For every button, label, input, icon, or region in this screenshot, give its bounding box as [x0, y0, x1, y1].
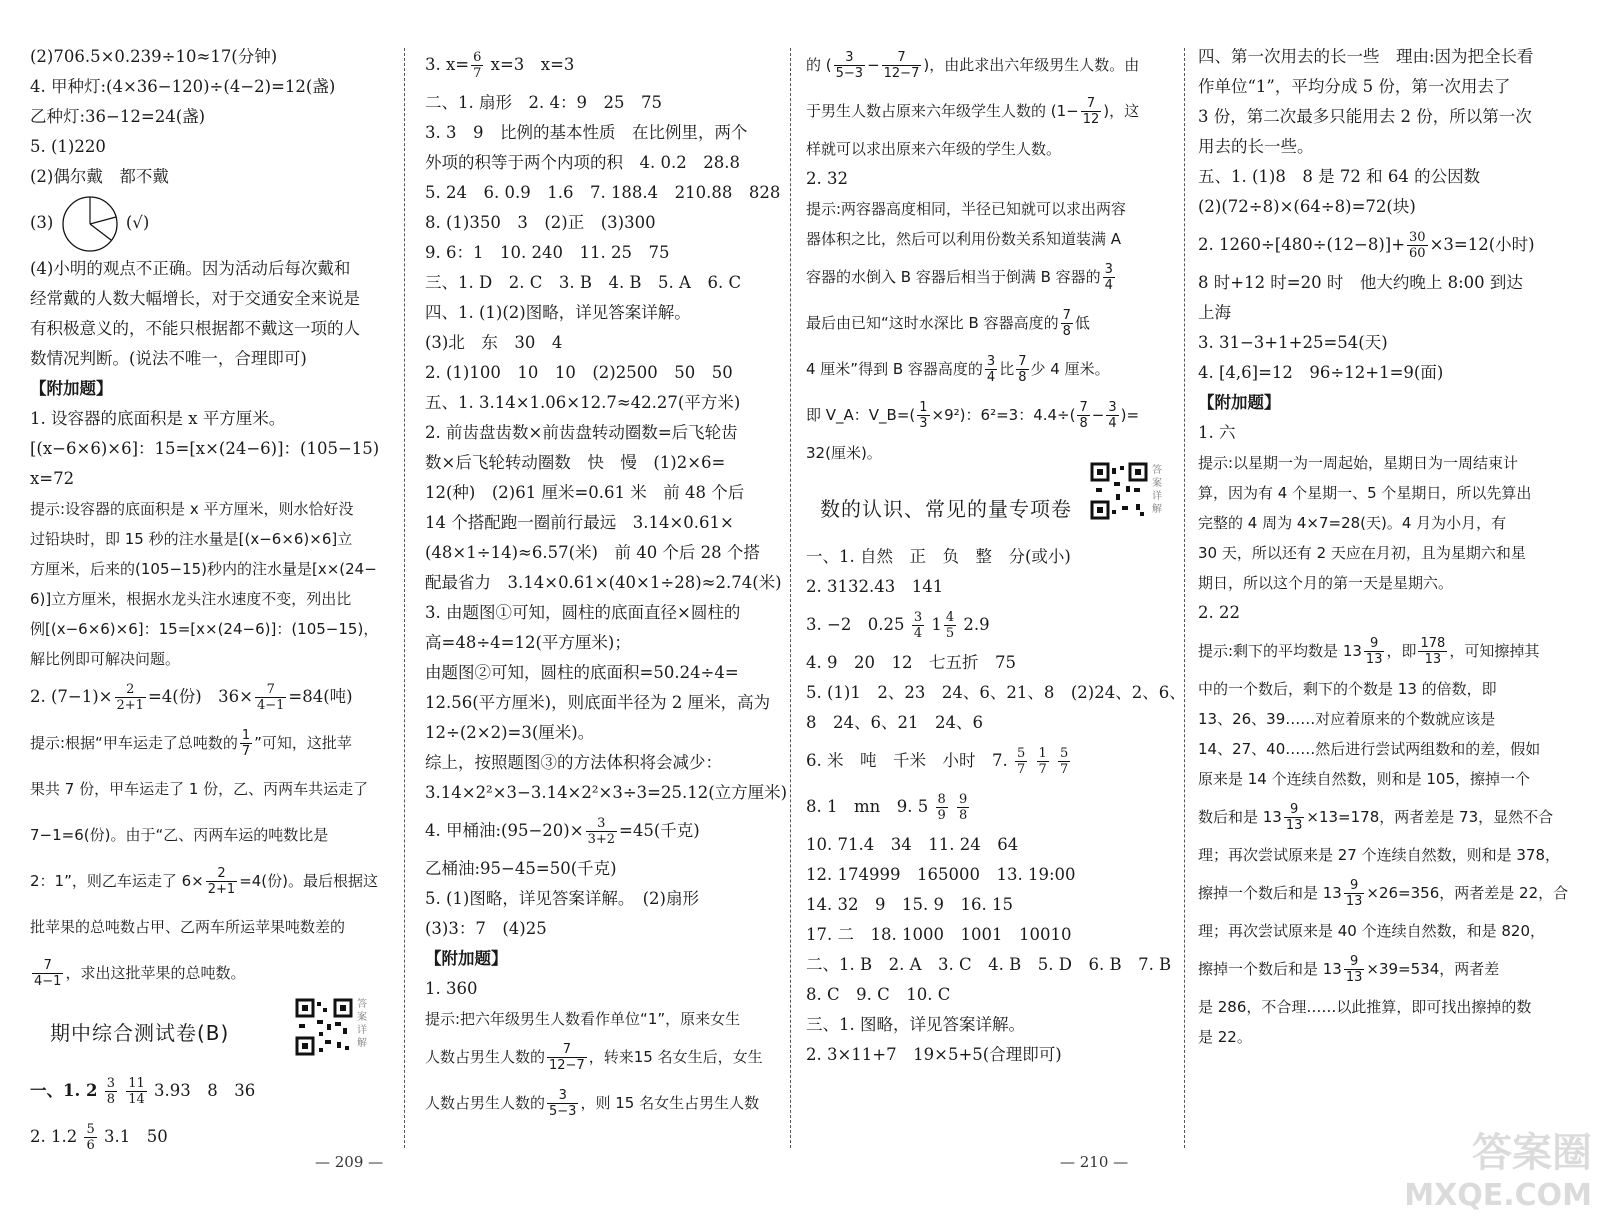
fraction — [240, 728, 252, 759]
watermark-logo: 答案圈 — [1472, 1130, 1592, 1176]
fraction — [1077, 400, 1089, 431]
hint-line: 完整的 4 周为 4×7=28(天)。4 月为小月，有 — [1198, 514, 1507, 532]
denominator: 3+2 — [587, 832, 616, 847]
text-line: 12÷(2×2)=3(厘米)。 — [425, 723, 595, 742]
text-line: 乙种灯:36−12=24(盏) — [30, 107, 206, 126]
hint-line — [806, 88, 1182, 134]
hint-line: 是 22。 — [1198, 1028, 1252, 1046]
numerator: 3 — [547, 1088, 578, 1104]
text-line: 2. 32 — [806, 169, 848, 188]
answer-part: x=3 x=3 — [490, 55, 575, 74]
fraction — [1284, 802, 1305, 833]
section-heading: 【附加题】 — [425, 949, 508, 968]
text-line: 2. 3132.43 141 — [806, 577, 944, 596]
fraction — [115, 682, 146, 713]
hint-part: ×26=356，两者差是 22，合 — [1366, 884, 1569, 902]
text-line: 2. 3×11+7 19×5+5(合理即可) — [806, 1045, 1062, 1064]
hint-line: 样就可以求出原来六年级的学生人数。 — [806, 140, 1062, 158]
denominator: 12−7 — [549, 1058, 585, 1073]
section-title: 期中综合测试卷(B) — [50, 1021, 230, 1045]
numerator: 9 — [1284, 802, 1305, 818]
fraction — [547, 1088, 578, 1119]
text-line: 经常戴的人数大幅增长，对于交通安全来说是 — [30, 289, 360, 308]
fraction — [1016, 354, 1028, 385]
hint-part: 比 — [999, 360, 1015, 378]
fraction — [985, 354, 997, 385]
numerator: 7 — [1081, 96, 1102, 112]
watermark-url: MXQE.COM — [1404, 1178, 1592, 1213]
denominator: 4−1 — [256, 698, 285, 713]
text-line: 8. (1)350 3 (2)正 (3)300 — [425, 213, 656, 232]
column-2 — [425, 42, 790, 1126]
text-line: 综上，按照题图③的方法体积将会减少： — [425, 753, 722, 772]
fraction — [917, 400, 929, 431]
hint-line: 30 天，所以还有 2 天应在月初，且为星期六和星 — [1198, 544, 1526, 562]
numerator: 7 — [882, 50, 922, 66]
answer-line — [425, 42, 790, 88]
denominator: 9 — [937, 808, 946, 823]
text-line: 12. 174999 165000 13. 19:00 — [806, 865, 1076, 884]
denominator: 2+1 — [207, 882, 236, 897]
watermark — [1392, 1121, 1592, 1211]
hint-line — [806, 346, 1182, 392]
fraction — [1037, 746, 1049, 777]
text-line: (4)小明的观点不正确。因为活动后每次戴和 — [30, 259, 351, 278]
formula-line — [1198, 222, 1574, 268]
denominator: 5 — [945, 626, 955, 641]
denominator: 7 — [1016, 762, 1026, 777]
page-number-left: — 209 — — [315, 1153, 384, 1171]
text-line: 1. 设容器的底面积是 x 平方厘米。 — [30, 409, 286, 428]
hint-line: 是 286，不合理……以此推算，即可找出擦掉的数 — [1198, 998, 1532, 1016]
hint-part: ，求出这批苹果的总吨数。 — [65, 964, 246, 982]
qr-code-icon — [295, 998, 353, 1056]
text-line: 配最省力 3.14×0.61×(40×1÷28)≈2.74(米) — [425, 573, 782, 592]
fraction — [834, 50, 865, 81]
text-line: 数情况判断。(说法不唯一，合理即可) — [30, 349, 307, 368]
text-line: 五、1. 3.14×1.06×12.7≈42.27(平方米) — [425, 393, 741, 412]
text-line: 3. 由题图①可知，圆柱的底面直径×圆柱的 — [425, 603, 741, 622]
numerator: 6 — [473, 50, 482, 65]
text-line: 外项的积等于两个内项的积 4. 0.2 28.8 — [425, 153, 740, 172]
denominator: 8 — [1079, 416, 1088, 431]
text-line: 8 时+12 时=20 时 他大约晚上 8:00 到达 — [1198, 273, 1523, 292]
fraction — [957, 792, 969, 823]
numerator: 5 — [1060, 746, 1069, 761]
numerator: 7 — [1062, 308, 1071, 323]
text-line: 由题图②可知，圆柱的底面积=50.24÷4= — [425, 663, 739, 682]
denominator: 5−3 — [549, 1104, 577, 1119]
text-line: 二、1. B 2. A 3. C 4. B 5. D 6. B 7. B — [806, 955, 1172, 974]
hint-part: ，即 — [1386, 642, 1417, 660]
fraction — [912, 610, 924, 641]
text-line: 4. 甲种灯:(4×36−120)÷(4−2)=12(盏) — [30, 77, 336, 96]
answer-part: 2.9 — [963, 615, 990, 634]
text-line: 10. 71.4 34 11. 24 64 — [806, 835, 1019, 854]
hint-part: ，可知擦掉其 — [1449, 642, 1540, 660]
answer-part: 6. 米 吨 千米 小时 7. — [806, 751, 1008, 770]
numerator: 3 — [586, 816, 617, 832]
hint-line — [1198, 946, 1574, 992]
hint-line — [30, 720, 390, 766]
fraction — [84, 1122, 96, 1153]
hint-part: 4 厘米”得到 B 容器高度的 — [806, 360, 983, 378]
answer-line — [806, 602, 1182, 648]
fraction — [1344, 878, 1365, 909]
formula-part: =84(吨) — [288, 687, 353, 706]
hint-line — [806, 254, 1182, 300]
hint-part: − — [1091, 406, 1105, 424]
answer-line — [806, 738, 1182, 784]
fraction — [255, 682, 286, 713]
denominator: 12−7 — [883, 66, 920, 81]
denominator: 2+1 — [116, 698, 144, 713]
denominator: 12 — [1082, 112, 1100, 127]
fraction — [1015, 746, 1027, 777]
formula-line — [30, 674, 390, 720]
hint-part: 的 ( — [806, 56, 832, 74]
section-heading: 【附加题】 — [1198, 393, 1281, 412]
text-line: 三、1. 图略，详见答案详解。 — [806, 1015, 1025, 1034]
answer-part: 3.1 50 — [104, 1127, 168, 1146]
text-line: 五、1. (1)8 8 是 72 和 64 的公因数 — [1198, 167, 1481, 186]
answer-part: 8. 1 mn 9. 5 — [806, 797, 929, 816]
answer-line — [30, 1068, 390, 1114]
denominator: 13 — [1345, 970, 1363, 985]
denominator: 8 — [1062, 324, 1071, 339]
text-line: 5. (1)1 2、23 24、6、21、8 (2)24、2、6、 — [806, 683, 1186, 702]
fraction — [1081, 96, 1102, 127]
text-line: 1. 360 — [425, 979, 478, 998]
text-line: 用去的长一些。 — [1198, 137, 1314, 156]
hint-line: 理；再次尝试原来是 40 个连续自然数，和是 820， — [1198, 922, 1546, 940]
section-header — [806, 465, 1182, 542]
numerator: 9 — [959, 792, 968, 807]
hint-part: 最后由已知“这时水深比 B 容器高度的 — [806, 314, 1059, 332]
fraction — [1407, 230, 1428, 261]
formula-part: ×3=12(小时) — [1429, 235, 1535, 254]
denominator: 5−3 — [835, 66, 864, 81]
text-line: 四、第一次用去的长一些 理由:因为把全长看 — [1198, 47, 1534, 66]
hint-line: 例[(x−6×6)×6]：15=[x×(24−6)]：(105−15)， — [30, 620, 379, 638]
hint-line — [30, 858, 390, 904]
numerator: 5 — [86, 1122, 95, 1137]
fraction — [1418, 636, 1447, 667]
text-line: 高=48÷4=12(平方厘米)； — [425, 633, 631, 652]
denominator: 3 — [919, 416, 928, 431]
hint-part: 低 — [1074, 314, 1090, 332]
denominator: 4 — [913, 626, 923, 641]
hint-part: 人数占男生人数的 — [425, 1094, 546, 1112]
text-line: 1. 六 — [1198, 423, 1236, 442]
hint-part: )，这 — [1103, 102, 1140, 120]
qr-label: 答案详解 — [357, 999, 367, 1049]
fraction — [944, 610, 956, 641]
text-line: 乙桶油:95−45=50(千克) — [425, 859, 617, 878]
hint-part: 2：1”，则乙车运走了 6× — [30, 872, 204, 890]
numerator: 7 — [255, 682, 286, 698]
text-line: 3 份，第二次最多只能用去 2 份，所以第一次 — [1198, 107, 1532, 126]
text-line: (2)706.5×0.239÷10≈17(分钟) — [30, 47, 278, 66]
hint-part: ×9²)：6²=3：4.4÷( — [931, 406, 1076, 424]
hint-part: 擦掉一个数后和是 13 — [1198, 960, 1342, 978]
hint-line: 6)]立方厘米，根据水龙头注水速度不变，列出比 — [30, 590, 352, 608]
hint-line — [806, 300, 1182, 346]
fraction — [1106, 400, 1118, 431]
text-line: 一、1. 自然 正 负 整 分(或小) — [806, 547, 1071, 566]
hint-line — [1198, 870, 1574, 916]
text-line: 9. 6：1 10. 240 11. 25 75 — [425, 243, 670, 262]
numerator: 8 — [937, 792, 946, 807]
hint-part: )= — [1120, 406, 1140, 424]
text-line: 有积极意义的，不能只根据都不戴这一项的人 — [30, 319, 360, 338]
text-line: (2)偶尔戴 都不戴 — [30, 167, 169, 186]
column-1 — [30, 42, 390, 1160]
numerator: 2 — [206, 866, 237, 882]
fraction — [1364, 636, 1385, 667]
text-line: 三、1. D 2. C 3. B 4. B 5. A 6. C — [425, 273, 742, 292]
denominator: 13 — [1285, 818, 1303, 833]
denominator: 8 — [106, 1092, 115, 1107]
numerator: 9 — [1344, 878, 1365, 894]
text-line: (3) — [30, 213, 54, 232]
hint-line: 14、27、40……然后进行尝试两组数和的差，假如 — [1198, 740, 1541, 758]
fraction — [547, 1042, 587, 1073]
hint-line: 期日，所以这个月的第一天是星期六。 — [1198, 574, 1454, 592]
section-title: 数的认识、常见的量专项卷 — [820, 497, 1072, 521]
text-line: (48×1÷14)≈6.57(米) 前 40 个后 28 个搭 — [425, 543, 760, 562]
fraction — [586, 816, 617, 847]
formula-part: 2. (7−1)× — [30, 687, 113, 706]
page-number-right: — 210 — — [1060, 1153, 1129, 1171]
text-line: 2. 22 — [1198, 603, 1240, 622]
text-line: 2. (1)100 10 10 (2)2500 50 50 — [425, 363, 733, 382]
hint-part: 容器的水倒入 B 容器后相当于倒满 B 容器的 — [806, 268, 1101, 286]
hint-part: 擦掉一个数后和是 13 — [1198, 884, 1342, 902]
answer-part: 3.93 8 36 — [154, 1081, 256, 1100]
numerator: 3 — [1104, 262, 1113, 277]
numerator: 1 — [241, 728, 251, 743]
section-header — [30, 996, 390, 1068]
hint-part: − — [867, 56, 880, 74]
hint-line: 器体积之比，然后可以利用份数关系知道装满 A — [806, 230, 1122, 248]
hint-line: 原来是 14 个连续自然数，则和是 105，擦掉一个 — [1198, 770, 1531, 788]
hint-part: ”可知，这批苹 — [254, 734, 352, 752]
hint-line — [425, 1034, 790, 1080]
numerator: 178 — [1420, 636, 1446, 651]
denominator: 4 — [986, 370, 996, 385]
hint-part: 数后和是 13 — [1198, 808, 1282, 826]
hint-part: )，由此求出六年级男生人数。由 — [923, 56, 1140, 74]
numerator: 3 — [834, 50, 865, 66]
text-line: 3. 31−3+1+25=54(天) — [1198, 333, 1388, 352]
hint-line — [1198, 628, 1574, 674]
hint-line: 提示:两容器高度相同，半径已知就可以求出两容 — [806, 200, 1127, 218]
text-line: 5. (1)220 — [30, 137, 106, 156]
denominator: 13 — [1365, 652, 1383, 667]
numerator: 7 — [1018, 354, 1027, 369]
hint-line: 过铅块时，即 15 秒的注水量是[(x−6×6)×6]立 — [30, 530, 353, 548]
denominator: 4−1 — [34, 974, 62, 989]
fraction — [1344, 954, 1365, 985]
hint-line — [806, 392, 1182, 438]
fraction — [105, 1076, 117, 1107]
answer-part: 3. −2 0.25 — [806, 615, 905, 634]
hint-line: 方厘米，后来的(105−15)秒内的注水量是[x×(24− — [30, 560, 377, 578]
hint-part: 即 V_A：V_B=( — [806, 406, 916, 424]
hint-part: 提示:根据“甲车运走了总吨数的 — [30, 734, 238, 752]
hint-line: 理；再次尝试原来是 27 个连续自然数，则和是 378， — [1198, 846, 1561, 864]
hint-line — [425, 1080, 790, 1126]
denominator: 60 — [1409, 246, 1426, 261]
numerator: 3 — [986, 354, 996, 369]
column-divider-3 — [1184, 48, 1185, 1148]
text-line: 4. [4,6]=12 96÷12+1=9(面) — [1198, 363, 1444, 382]
pie-mark: (√) — [125, 213, 150, 232]
fraction — [471, 50, 483, 81]
numerator: 7 — [547, 1042, 587, 1058]
text-line: 数×后飞轮转动圈数 快 慢 (1)2×6= — [425, 453, 726, 472]
hint-line: 7−1=6(份)。由于“乙、丙两车运的吨数比是 — [30, 826, 329, 844]
fraction — [1103, 262, 1115, 293]
hint-part: 于男生人数占原来六年级学生人数的 (1− — [806, 102, 1079, 120]
text-line: 14 个搭配跑一圈前行最远 3.14×0.61× — [425, 513, 734, 532]
pie-chart-icon — [59, 195, 121, 253]
hint-line — [30, 950, 390, 996]
numerator: 11 — [128, 1076, 145, 1091]
text-line: 5. 24 6. 0.9 1.6 7. 188.4 210.88 828 — [425, 183, 781, 202]
text-line: x=72 — [30, 469, 75, 488]
denominator: 8 — [959, 808, 968, 823]
answer-part: 3. x= — [425, 55, 470, 74]
numerator: 2 — [115, 682, 146, 698]
text-line: 2. 前齿盘齿数×前齿盘转动圈数=后飞轮齿 — [425, 423, 738, 442]
denominator: 8 — [1018, 370, 1027, 385]
numerator: 9 — [1364, 636, 1385, 652]
numerator: 1 — [919, 400, 928, 415]
denominator: 7 — [241, 744, 251, 759]
fraction — [32, 958, 63, 989]
pie-line — [30, 192, 390, 254]
hint-part: 少 4 厘米。 — [1030, 360, 1110, 378]
hint-line: 批苹果的总吨数占甲、乙两车所运苹果吨数差的 — [30, 918, 346, 936]
text-line: 8 24、6、21 24、6 — [806, 713, 983, 732]
hint-line — [806, 42, 1182, 88]
numerator: 3 — [106, 1076, 115, 1091]
numerator: 1 — [1038, 746, 1047, 761]
denominator: 14 — [128, 1092, 145, 1107]
answer-line — [806, 784, 1182, 830]
formula-part: =45(千克) — [619, 821, 700, 840]
numerator: 30 — [1409, 230, 1426, 245]
denominator: 4 — [1104, 278, 1113, 293]
fraction — [882, 50, 922, 81]
text-line: 12(种) (2)61 厘米=0.61 米 前 48 个后 — [425, 483, 745, 502]
answer-part: 2. 1.2 — [30, 1127, 78, 1146]
formula-part: 4. 甲桶油:(95−20)× — [425, 821, 584, 840]
hint-part: ，转来15 名女生后，女生 — [588, 1048, 763, 1066]
hint-line: 提示:以星期一为一周起始，星期日为一周结束计 — [1198, 454, 1519, 472]
text-line: 3.14×2²×3−3.14×2²×3÷3=25.12(立方厘米) — [425, 783, 788, 802]
text-line: 二、1. 扇形 2. 4：9 25 75 — [425, 93, 662, 112]
qr-code-icon — [1090, 462, 1148, 520]
text-line: 四、1. (1)(2)图略，详见答案详解。 — [425, 303, 691, 322]
formula-line — [425, 808, 790, 854]
text-line: (2)(72÷8)×(64÷8)=72(块) — [1198, 197, 1416, 216]
fraction — [1058, 746, 1070, 777]
hint-line: 提示:把六年级男生人数看作单位“1”，原来女生 — [425, 1010, 741, 1028]
answer-part: 1 — [931, 615, 942, 634]
hint-part: =4(份)。最后根据这 — [239, 872, 379, 890]
text-line: (3)北 东 30 4 — [425, 333, 563, 352]
text-line: 3. 3 9 比例的基本性质 在比例里，两个 — [425, 123, 748, 142]
text-line: 4. 9 20 12 七五折 75 — [806, 653, 1016, 672]
fraction — [126, 1076, 147, 1107]
numerator: 3 — [1108, 400, 1117, 415]
hint-part: 人数占男生人数的 — [425, 1048, 546, 1066]
numerator: 9 — [1344, 954, 1365, 970]
text-line: 作单位“1”，平均分成 5 份，第一次用去了 — [1198, 77, 1511, 96]
hint-part: ，则 15 名女生占男生人数 — [580, 1094, 760, 1112]
hint-part: ×13=178，两者差是 73，显然不合 — [1306, 808, 1554, 826]
text-line: 8. C 9. C 10. C — [806, 985, 951, 1004]
denominator: 7 — [1060, 762, 1069, 777]
denominator: 7 — [1038, 762, 1047, 777]
numerator: 7 — [1079, 400, 1088, 415]
hint-line: 解比例即可解决问题。 — [30, 650, 181, 668]
fraction — [1061, 308, 1073, 339]
text-line: 14. 32 9 15. 9 16. 15 — [806, 895, 1013, 914]
denominator: 13 — [1345, 894, 1363, 909]
hint-line: 提示:设容器的底面积是 x 平方厘米，则水恰好没 — [30, 500, 354, 518]
denominator: 4 — [1108, 416, 1117, 431]
column-divider-1 — [404, 48, 405, 1148]
qr-label: 答案详解 — [1152, 465, 1162, 515]
text-line: 5. (1)图略，详见答案详解。 (2)扇形 — [425, 889, 699, 908]
hint-line: 算，因为有 4 个星期一、5 个星期日，所以先算出 — [1198, 484, 1532, 502]
text-line: 17. 二 18. 1000 1001 10010 — [806, 925, 1072, 944]
formula-part: 2. 1260÷[480÷(12−8)]+ — [1198, 235, 1406, 254]
numerator: 4 — [945, 610, 955, 625]
denominator: 7 — [473, 66, 482, 81]
column-divider-2 — [790, 48, 791, 1148]
hint-part: 提示:剩下的平均数是 13 — [1198, 642, 1362, 660]
text-line: 12.56(平方厘米)，则底面半径为 2 厘米，高为 — [425, 693, 771, 712]
text-line: (3)3：7 (4)25 — [425, 919, 547, 938]
hint-line: 果共 7 份，甲车运走了 1 份，乙、丙两车共运走了 — [30, 780, 369, 798]
column-4 — [1198, 42, 1574, 1052]
text-line: 上海 — [1198, 303, 1231, 322]
hint-part: ×39=534，两者差 — [1366, 960, 1500, 978]
fraction — [936, 792, 948, 823]
numerator: 3 — [913, 610, 923, 625]
hint-line: 32(厘米)。 — [806, 444, 882, 462]
section-heading: 【附加题】 — [30, 379, 113, 398]
hint-line: 中的一个数后，剩下的个数是 13 的倍数，即 — [1198, 680, 1497, 698]
column-3 — [806, 42, 1186, 1070]
hint-line — [1198, 794, 1574, 840]
denominator: 6 — [86, 1138, 95, 1153]
hint-line: 13、26、39……对应着原来的个数就应该是 — [1198, 710, 1496, 728]
formula-part: =4(份) 36× — [147, 687, 253, 706]
numerator: 5 — [1016, 746, 1026, 761]
text-line: [(x−6×6)×6]：15=[x×(24−6)]：(105−15) — [30, 439, 380, 458]
denominator: 13 — [1424, 652, 1442, 667]
answer-part: 一、1. 2 — [30, 1081, 98, 1100]
numerator: 7 — [32, 958, 63, 974]
fraction — [206, 866, 237, 897]
